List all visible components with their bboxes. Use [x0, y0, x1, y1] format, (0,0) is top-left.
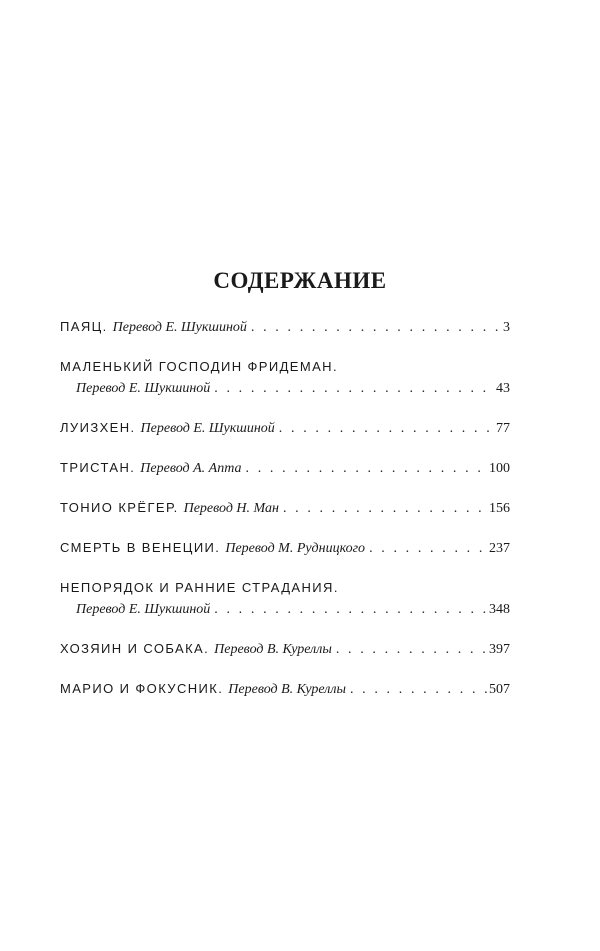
page-number: 100	[489, 461, 510, 476]
dot-leader	[214, 599, 487, 621]
dot-leader	[214, 378, 494, 400]
page-number: 43	[496, 381, 510, 396]
dot-leader	[283, 498, 487, 520]
translator: Перевод Н. Ман	[183, 501, 279, 516]
translator: Перевод Е. Шукшиной	[76, 602, 211, 617]
translator: Перевод Е. Шукшиной	[76, 381, 211, 396]
toc-entry	[60, 678, 510, 701]
page-number: 397	[489, 642, 510, 657]
dot-leader	[251, 317, 501, 339]
work-title: ПАЯЦ.	[60, 319, 108, 334]
toc-entry	[60, 638, 510, 661]
page-number: 348	[489, 602, 510, 617]
work-title: СМЕРТЬ В ВЕНЕЦИИ.	[60, 540, 221, 555]
work-title: НЕПОРЯДОК И РАННИЕ СТРАДАНИЯ.	[60, 580, 339, 595]
work-title: ТОНИО КРЁГЕР.	[60, 500, 179, 515]
dot-leader	[350, 679, 487, 701]
toc-entry	[60, 316, 510, 339]
work-title: ТРИСТАН.	[60, 460, 136, 475]
dot-leader	[369, 538, 487, 560]
page-title: СОДЕРЖАНИЕ	[213, 268, 387, 293]
translator: Перевод Е. Шукшиной	[112, 320, 247, 335]
translator: Перевод В. Куреллы	[228, 682, 346, 697]
table-of-contents	[60, 316, 510, 718]
toc-entry	[60, 356, 510, 400]
work-title: ЛУИЗХЕН.	[60, 420, 136, 435]
translator: Перевод Е. Шукшиной	[140, 421, 275, 436]
page-number: 237	[489, 541, 510, 556]
toc-entry	[60, 577, 510, 621]
translator: Перевод М. Рудницкого	[225, 541, 366, 556]
page-number: 77	[496, 421, 510, 436]
page-number: 3	[503, 320, 510, 335]
work-title: ХОЗЯИН И СОБАКА.	[60, 641, 210, 656]
translator: Перевод В. Куреллы	[214, 642, 332, 657]
dot-leader	[246, 458, 487, 480]
toc-entry	[60, 497, 510, 520]
page-number: 156	[489, 501, 510, 516]
toc-entry	[60, 537, 510, 560]
dot-leader	[279, 418, 494, 440]
translator: Перевод А. Апта	[140, 461, 242, 476]
toc-entry	[60, 417, 510, 440]
toc-entry	[60, 457, 510, 480]
page-number: 507	[489, 682, 510, 697]
work-title: МАЛЕНЬКИЙ ГОСПОДИН ФРИДЕМАН.	[60, 359, 338, 374]
dot-leader	[336, 639, 487, 661]
work-title: МАРИО И ФОКУСНИК.	[60, 681, 224, 696]
